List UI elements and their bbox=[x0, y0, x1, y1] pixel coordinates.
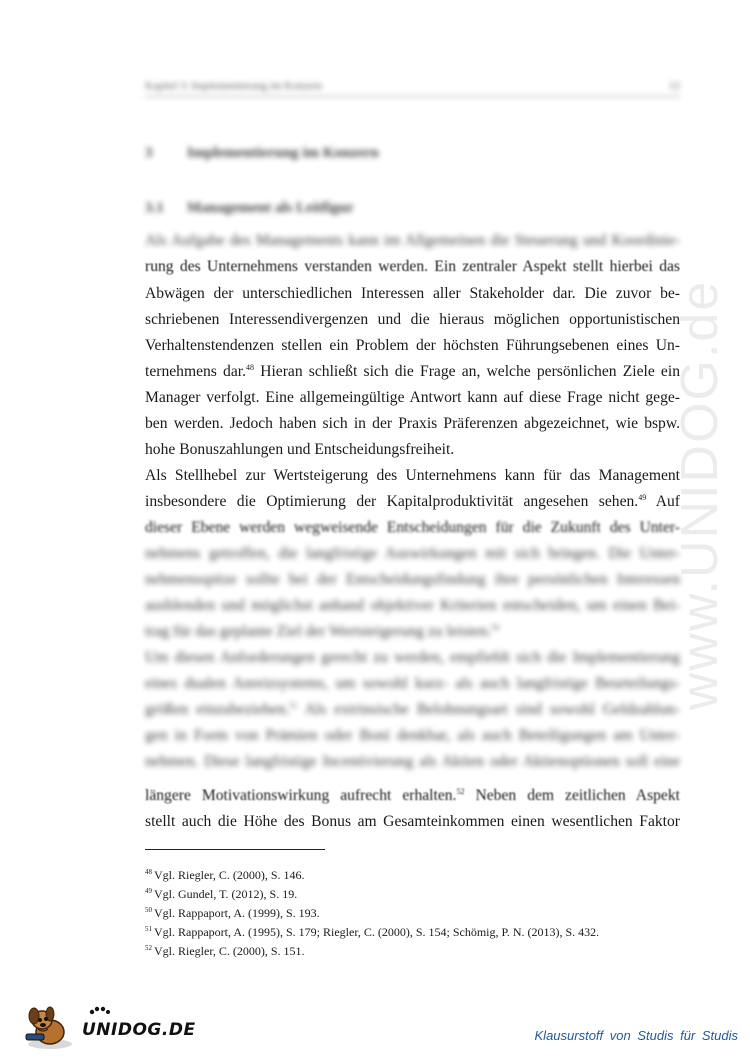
chapter-title: Implementierung im Konzern bbox=[187, 145, 379, 161]
body-line bbox=[145, 489, 680, 515]
paw-icon bbox=[88, 1006, 110, 1020]
body-line bbox=[145, 697, 680, 723]
footnote-number: 51 bbox=[145, 925, 152, 933]
footnote bbox=[145, 866, 685, 884]
footnote bbox=[145, 885, 685, 903]
body-text: längere Motivationswirkung aufrecht erhalten. bbox=[145, 787, 457, 804]
footnote-ref: 52 bbox=[456, 786, 465, 796]
footnote-text: Vgl. Gundel, T. (2012), S. 19. bbox=[154, 887, 298, 901]
page-number: 12 bbox=[669, 80, 680, 92]
body-line: schriebenen Interessendivergenzen und die hieraus möglichen opportunistischen bbox=[145, 311, 680, 328]
body-text: Neben dem zeitlichen Aspekt bbox=[464, 787, 680, 804]
body-line bbox=[145, 359, 680, 385]
body-line: ausblenden und möglichst anhand objektiver Kriterien entscheiden, um einen Bei- bbox=[145, 597, 680, 614]
body-text: Hieran schließt sich die Frage an, welche persönlichen Ziele ein bbox=[254, 363, 680, 380]
body-line: Manager verfolgt. Eine allgemeingültige Antwort kann auf diese Frage nicht gege- bbox=[145, 389, 680, 406]
body-text: ternehmens dar. bbox=[145, 363, 247, 380]
section-heading bbox=[145, 200, 680, 217]
body-line: stellt auch die Höhe des Bonus am Gesamteinkommen einen wesentlichen Faktor bbox=[145, 813, 680, 830]
body-line bbox=[145, 783, 680, 809]
body-text: trag für das geplante Ziel der Wertsteigerung zu leisten. bbox=[145, 623, 492, 640]
body-line: hohe Bonuszahlungen und Entscheidungsfreiheit. bbox=[145, 441, 455, 458]
footnote-number: 48 bbox=[145, 868, 152, 876]
footnote bbox=[145, 904, 685, 922]
body-line: rung des Unternehmens verstanden werden. Ein zentraler Aspekt stellt hierbei das bbox=[145, 258, 680, 275]
chapter-heading bbox=[145, 145, 680, 162]
body-line: Als Aufgabe des Managements kann im Allgemeinen die Steuerung und Koordinie- bbox=[145, 232, 680, 249]
footnote-ref: 48 bbox=[246, 362, 255, 372]
body-text: Auf bbox=[646, 493, 680, 510]
chapter-number: 3 bbox=[145, 145, 153, 161]
body-line: Um diesen Anforderungen gerecht zu werden, empfiehlt sich die Implementierung bbox=[145, 649, 680, 666]
body-text: größen einzubeziehen. bbox=[145, 701, 290, 718]
footnote-number: 50 bbox=[145, 906, 152, 914]
watermark-text: www.UNIDOG.de bbox=[671, 279, 729, 711]
body-line: Als Stellhebel zur Wertsteigerung des Unternehmens kann für das Management bbox=[145, 467, 680, 484]
running-header bbox=[145, 80, 680, 97]
section-title: Management als Leitfigur bbox=[187, 200, 354, 216]
footnote-number: 49 bbox=[145, 887, 152, 895]
running-header-title: Kapitel 3: Implementierung im Konzern bbox=[145, 80, 323, 92]
section-number: 3.1 bbox=[145, 200, 164, 216]
footnote-number: 52 bbox=[145, 944, 152, 952]
footnote-ref: 50 bbox=[491, 622, 500, 632]
body-line: dieser Ebene werden wegweisende Entscheidungen für die Zukunft des Unter- bbox=[145, 519, 680, 536]
body-line: gen in Form von Prämien oder Boni denkbar, als auch Beteiligungen am Unter- bbox=[145, 727, 680, 744]
footnote-text: Vgl. Rappaport, A. (1999), S. 193. bbox=[154, 906, 320, 920]
footnote-ref: 51 bbox=[289, 700, 298, 710]
footnote-text: Vgl. Riegler, C. (2000), S. 146. bbox=[154, 868, 305, 882]
body-text: Als extrinsische Belohnungsart sind sowohl Geldzahlun- bbox=[297, 701, 680, 718]
unidog-logo[interactable] bbox=[20, 1004, 200, 1052]
dog-mascot-icon bbox=[20, 1004, 80, 1052]
footnote-text: Vgl. Rappaport, A. (1995), S. 179; Riegler, C. (2000), S. 154; Schömig, P. N. (2013), S. 432. bbox=[154, 925, 600, 939]
body-line: ben werden. Jedoch haben sich in der Praxis Präferenzen abgezeichnet, wie bspw. bbox=[145, 415, 680, 432]
body-line: Verhaltenstendenzen stellen ein Problem der höchsten Führungsebenen eines Un- bbox=[145, 337, 680, 354]
body-line bbox=[145, 619, 680, 645]
body-line: Abwägen der unterschiedlichen Interessen aller Stakeholder dar. Die zuvor be- bbox=[145, 285, 680, 302]
body-line: nehmen. Diese langfristige Incentivierung als Aktien oder Aktienoptionen soll eine bbox=[145, 753, 680, 770]
footnote-ref: 49 bbox=[638, 492, 647, 502]
footnote bbox=[145, 942, 685, 960]
footnote-text: Vgl. Riegler, C. (2000), S. 151. bbox=[154, 944, 305, 958]
tagline: Klausurstoff von Studis für Studis bbox=[534, 1028, 738, 1043]
footnote bbox=[145, 923, 685, 941]
body-line: eines dualen Anreizsystems, um sowohl kurz- als auch langfristige Beurteilungs- bbox=[145, 675, 680, 692]
logo-text: UNIDOG.DE bbox=[82, 1020, 196, 1040]
footnote-separator bbox=[145, 849, 325, 850]
body-line: nehmens getroffen, die langfristige Auswirkungen mit sich bringen. Die Unter- bbox=[145, 545, 680, 562]
body-line: nehmensspitze sollte bei der Entscheidungsfindung ihre persönlichen Interessen bbox=[145, 571, 680, 588]
body-text: insbesondere die Optimierung der Kapitalproduktivität angesehen sehen. bbox=[145, 493, 639, 510]
